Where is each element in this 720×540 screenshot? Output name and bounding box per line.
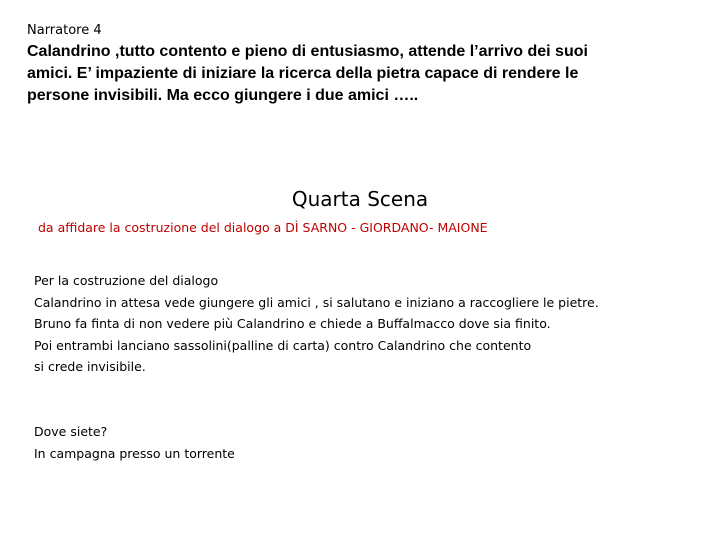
dialogue-instructions bbox=[34, 270, 599, 378]
instructions-heading: Per la costruzione del dialogo bbox=[34, 273, 219, 288]
narration-paragraph bbox=[27, 41, 707, 107]
narrator-label: Narratore 4 bbox=[27, 23, 102, 38]
scene-assignment: da affidare la costruzione del dialogo a DÌ SARNO - GIORDANO- MAIONE bbox=[38, 220, 488, 235]
instruction-line: Calandrino in attesa vede giungere gli amici , si salutano e iniziano a raccogliere le pietre. bbox=[34, 294, 599, 310]
instruction-line: si crede invisibile. bbox=[34, 359, 146, 374]
narration-line: Calandrino ,tutto contento e pieno di entusiasmo, attende l’arrivo dei suoi bbox=[27, 43, 588, 60]
narration-line: amici. E’ impaziente di iniziare la ricerca della pietra capace di rendere le bbox=[27, 65, 579, 82]
scene-title: Quarta Scena bbox=[291, 187, 429, 211]
setting-block bbox=[34, 421, 235, 464]
setting-question: Dove siete? bbox=[34, 424, 108, 439]
narration-line: persone invisibili. Ma ecco giungere i due amici ….. bbox=[27, 87, 419, 104]
setting-answer: In campagna presso un torrente bbox=[34, 445, 235, 461]
instruction-line: Poi entrambi lanciano sassolini(palline di carta) contro Calandrino che contento bbox=[34, 337, 532, 353]
instruction-line: Bruno fa finta di non vedere più Calandrino e chiede a Buffalmacco dove sia finito. bbox=[34, 316, 551, 331]
